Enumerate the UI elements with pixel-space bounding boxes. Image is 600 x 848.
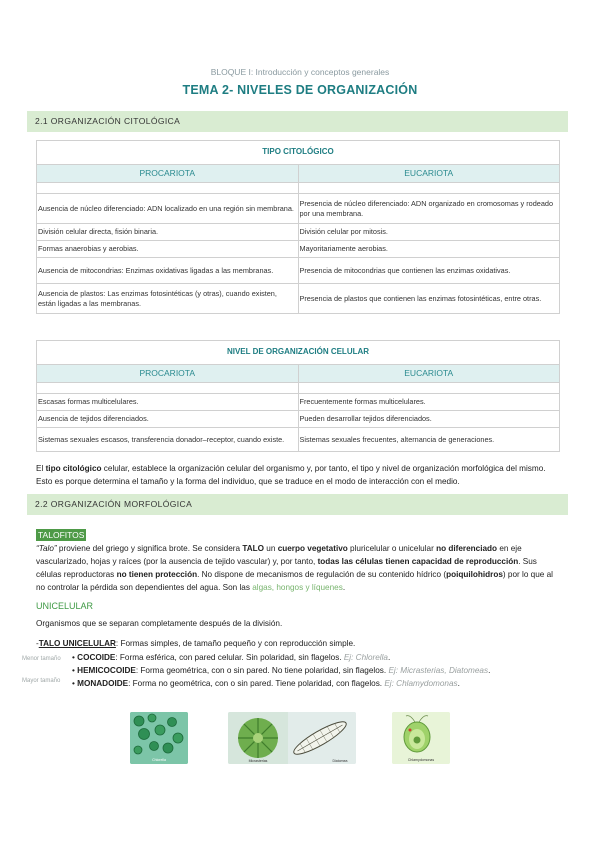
text: . <box>387 653 391 662</box>
table-cell: Formas anaerobias y aerobias. <box>37 241 299 258</box>
intro-paragraph <box>36 462 560 488</box>
text: un <box>264 544 278 553</box>
text-bold: cuerpo vegetativo <box>277 544 348 553</box>
text-bold: poiquilohidros <box>446 570 503 579</box>
column-header-procariota: PROCARIOTA <box>37 365 299 383</box>
page-title: TEMA 2- NIVELES DE ORGANIZACIÓN <box>182 83 418 97</box>
note-menor-tamano: Menor tamaño <box>22 656 61 662</box>
text: : Forma esférica, con pared celular. Sin polaridad, sin flagelos. <box>115 653 344 662</box>
column-header-eucariota: EUCARIOTA <box>298 165 560 183</box>
text: El <box>36 464 46 473</box>
text-bold: HEMICOCOIDE <box>77 666 136 675</box>
unicelular-description: Organismos que se separan completamente después de la división. <box>36 619 283 628</box>
text-bold: MONADOIDE <box>77 679 129 688</box>
spacer-cell <box>37 383 299 394</box>
table-cell: Sistemas sexuales escasos, transferencia donador–receptor, cuando existe. <box>37 428 299 452</box>
table-cell: Presencia de núcleo diferenciado: ADN organizado en cromosomas y rodeado por una membrana. <box>298 194 560 224</box>
spacer-cell <box>298 183 560 194</box>
text-italic: “Talo” <box>36 544 57 553</box>
column-header-procariota: PROCARIOTA <box>37 165 299 183</box>
table-title: TIPO CITOLÓGICO <box>37 141 560 165</box>
text: . No dispone de mecanismos de regulación de su contenido hídrico ( <box>197 570 447 579</box>
text-green: algas, hongos y líquenes <box>252 583 343 592</box>
note-mayor-tamano: Mayor tamaño <box>22 678 61 684</box>
text-bold: todas las células tienen capacidad de reproducción <box>317 557 519 566</box>
text: ) por lo que al no controlar la pérdida son dependientes del agua. Son las <box>36 570 553 592</box>
text: - <box>36 639 39 648</box>
text-bold-underline: TALO UNICELULAR <box>38 639 116 648</box>
column-header-eucariota: EUCARIOTA <box>298 365 560 383</box>
image-caption: Chlorella <box>152 758 166 762</box>
section-heading-morfologica: 2.2 ORGANIZACIÓN MORFOLÓGICA <box>27 494 568 515</box>
example-text: Ej: Micrasterias, Diatomeas <box>388 666 489 675</box>
text: pluricelular o unicelular <box>347 544 437 553</box>
spacer-cell <box>37 183 299 194</box>
table-title: NIVEL DE ORGANIZACIÓN CELULAR <box>37 341 560 365</box>
section-heading-citologica: 2.1 ORGANIZACIÓN CITOLÓGICA <box>27 111 568 132</box>
text-bold: no diferenciado <box>436 544 498 553</box>
talofitos-paragraph <box>36 542 560 594</box>
table-cell: Sistemas sexuales frecuentes, alternancia de generaciones. <box>298 428 560 452</box>
bullet: • <box>72 666 78 675</box>
text: . <box>488 666 491 675</box>
text: proviene del griego y significa brote. Se considera <box>56 544 243 553</box>
table-cell: Presencia de mitocondrias que contienen las enzimas oxidativas. <box>298 258 560 284</box>
text: en eje vascularizado, hojas y raíces (por la ausencia de tejido vascular) y, por tanto, <box>36 544 522 566</box>
image-caption: Diatomea <box>332 759 348 763</box>
list-item-monadoide <box>72 679 460 688</box>
table-cell: Ausencia de núcleo diferenciado: ADN localizado en una región sin membrana. <box>37 194 299 224</box>
table-cell: Ausencia de plastos: Las enzimas fotosintéticas (y otras), cuando existen, están ligadas a las membranas. <box>37 284 299 314</box>
text-bold: TALO <box>242 544 265 553</box>
chlamydomonas-image <box>392 712 450 764</box>
unicelular-heading: UNICELULAR <box>36 601 94 611</box>
text-bold: no tienen protección <box>116 570 198 579</box>
image-caption: Chlamydomonas <box>407 758 435 762</box>
text: : Forma geométrica, con o sin pared. No tiene polaridad, sin flagelos. <box>135 666 389 675</box>
text: . <box>342 583 346 592</box>
table-cell: División celular directa, fisión binaria. <box>37 224 299 241</box>
text: celular, establece la organización celular del organismo y, por tanto, el tipo y nivel de organización morfológica del mismo. Esto es porque determina el tamaño y la forma del individuo, que se traduce en el modo de interacción con el medio. <box>36 464 546 486</box>
text-bold: COCOIDE <box>77 653 116 662</box>
table-cell: Mayoritariamente aerobias. <box>298 241 560 258</box>
table-cell: Frecuentemente formas multicelulares. <box>298 394 560 411</box>
example-text: Ej: Chlorella <box>343 653 388 662</box>
text: : Forma no geométrica, con o sin pared. Tiene polaridad, con flagelos. <box>128 679 385 688</box>
bullet: • <box>72 653 78 662</box>
table-tipo-citologico <box>36 140 560 314</box>
talofitos-tag: TALOFITOS <box>38 530 85 540</box>
chlorella-image <box>130 712 188 764</box>
example-text: Ej: Chlamydomonas <box>384 679 458 688</box>
block-label: BLOQUE I: Introducción y conceptos generales <box>210 67 390 77</box>
table-cell: Ausencia de mitocondrias: Enzimas oxidativas ligadas a las membranas. <box>37 258 299 284</box>
table-cell: División celular por mitosis. <box>298 224 560 241</box>
image-caption: Micrasterias <box>248 759 268 763</box>
micrasterias-diatomea-image <box>228 712 356 764</box>
table-cell: Escasas formas multicelulares. <box>37 394 299 411</box>
table-nivel-organizacion <box>36 340 560 452</box>
spacer-cell <box>298 383 560 394</box>
text: : Formas simples, de tamaño pequeño y con reproducción simple. <box>115 639 356 648</box>
text: . Sus células reproductoras <box>36 557 537 579</box>
table-cell: Pueden desarrollar tejidos diferenciados. <box>298 411 560 428</box>
table-cell: Ausencia de tejidos diferenciados. <box>37 411 299 428</box>
list-item-cocoide <box>72 653 390 662</box>
list-item-hemicocoide <box>72 666 490 675</box>
text: . <box>457 679 460 688</box>
table-cell: Presencia de plastos que contienen las enzimas fotosintéticas, entre otras. <box>298 284 560 314</box>
text-bold: tipo citológico <box>45 464 102 473</box>
talo-unicelular-line <box>36 639 355 648</box>
bullet: • <box>72 679 78 688</box>
